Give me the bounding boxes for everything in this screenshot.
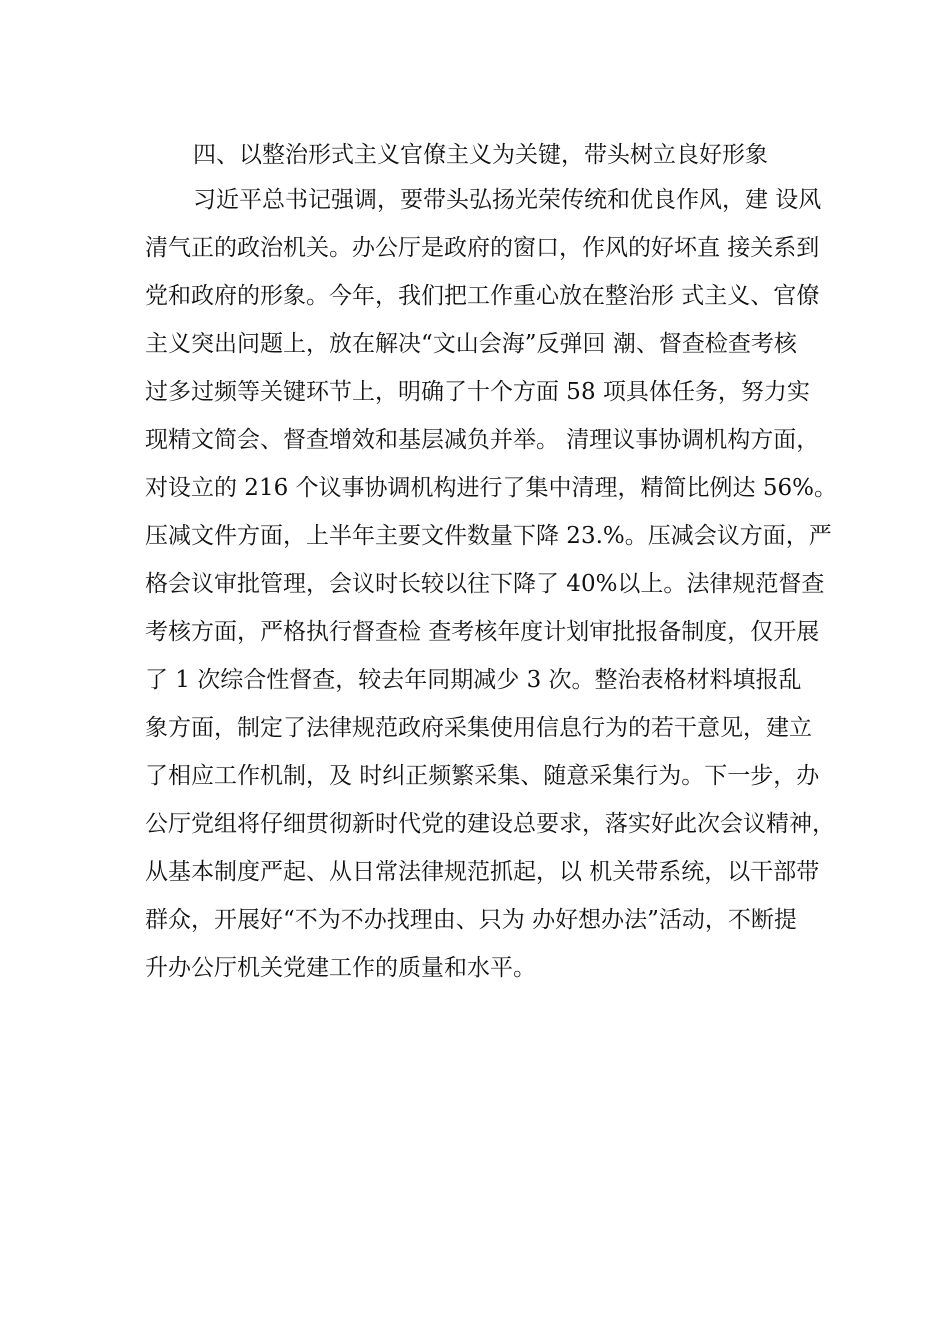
paragraph-line: 现精文简会、督查增效和基层减负并举。 清理议事协调机构方面， [145, 427, 820, 453]
paragraph-line: 主义突出问题上，放在解决“文山会海”反弹回 潮、督查检查考核 [145, 331, 797, 357]
paragraph-line: 习近平总书记强调，要带头弘扬光荣传统和优良作风，建 设风 [193, 187, 822, 213]
section-heading: 四、以整治形式主义官僚主义为关键，带头树立良好形象 [193, 142, 768, 168]
paragraph-line: 了 1 次综合性督查，较去年同期减少 3 次。整治表格材料填报乱 [145, 667, 802, 693]
paragraph-line: 压减文件方面，上半年主要文件数量下降 23.%。压减会议方面，严 [145, 523, 832, 549]
paragraph-line: 了相应工作机制，及 时纠正频繁采集、随意采集行为。下一步，办 [145, 763, 820, 789]
paragraph-line: 格会议审批管理，会议时长较以往下降了 40%以上。法律规范督查 [145, 571, 825, 597]
paragraph-line: 清气正的政治机关。办公厅是政府的窗口，作风的好坏直 接关系到 [145, 235, 820, 261]
paragraph-line: 象方面，制定了法律规范政府采集使用信息行为的若干意见，建立 [145, 715, 812, 741]
body-paragraph [145, 176, 845, 992]
paragraph-line: 从基本制度严起、从日常法律规范抓起，以 机关带系统，以干部带 [145, 859, 820, 885]
paragraph-line: 对设立的 216 个议事协调机构进行了集中清理，精简比例达 56%。 [145, 475, 837, 501]
paragraph-line: 过多过频等关键环节上，明确了十个方面 58 项具体任务，努力实 [145, 379, 810, 405]
paragraph-line: 公厅党组将仔细贯彻新时代党的建设总要求，落实好此次会议精神， [145, 811, 835, 837]
paragraph-line: 群众，开展好“不为不办找理由、只为 办好想办法”活动，不断提 [145, 907, 797, 933]
paragraph-line: 考核方面，严格执行督查检 查考核年度计划审批报备制度，仅开展 [145, 619, 820, 645]
paragraph-line: 党和政府的形象。今年，我们把工作重心放在整治形 式主义、官僚 [145, 283, 820, 309]
paragraph-line: 升办公厅机关党建工作的质量和水平。 [145, 955, 536, 981]
